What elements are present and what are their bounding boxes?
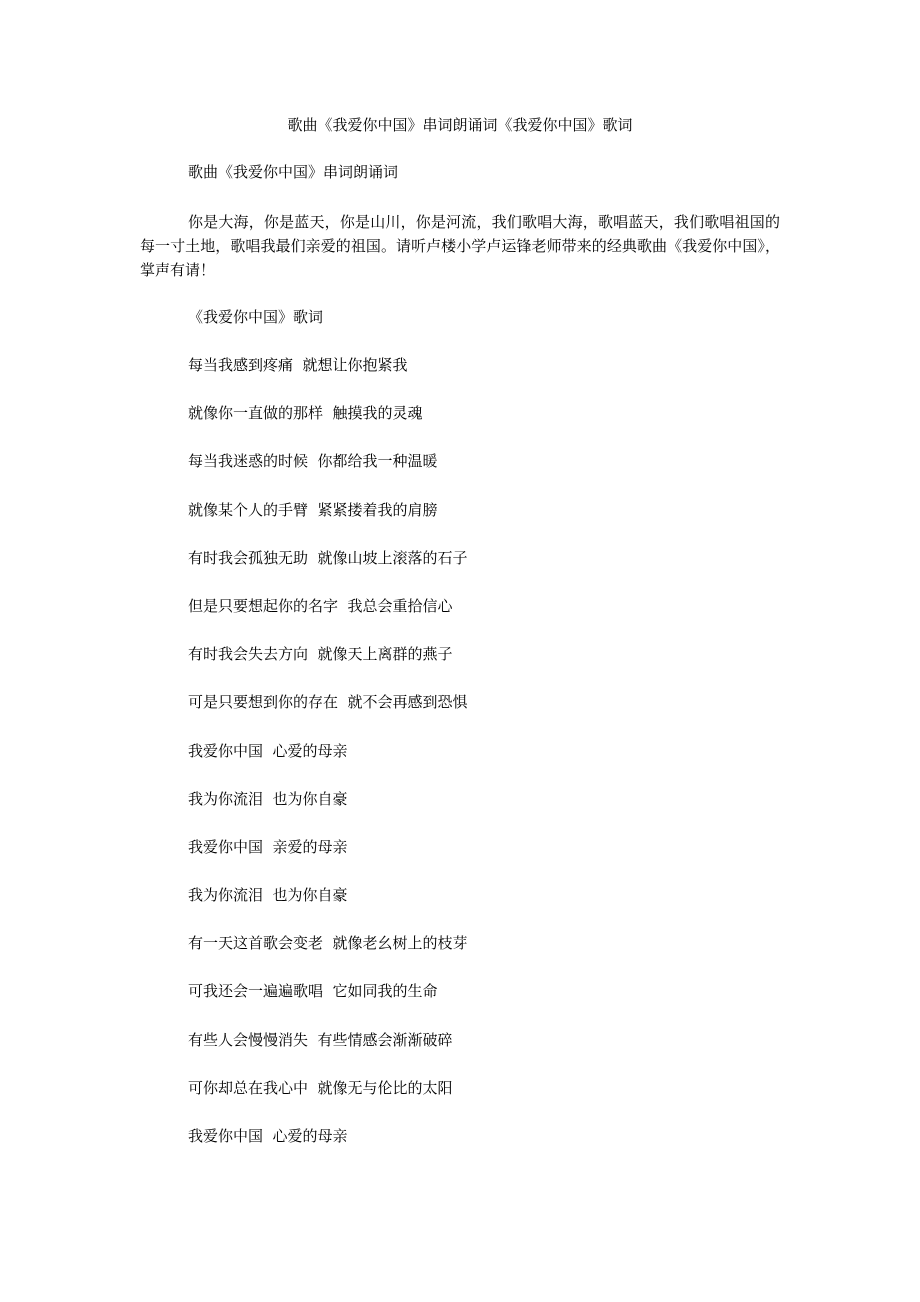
lyric-line: 就像你一直做的那样 触摸我的灵魂 bbox=[188, 404, 423, 423]
lyric-line: 有一天这首歌会变老 就像老幺树上的枝芽 bbox=[188, 934, 468, 953]
lyric-line: 我爱你中国 心爱的母亲 bbox=[188, 1127, 348, 1145]
lyrics-heading: 《我爱你中国》歌词 bbox=[188, 308, 324, 326]
lyric-line: 有时我会失去方向 就像天上离群的燕子 bbox=[188, 645, 453, 664]
document-title: 歌曲《我爱你中国》串词朗诵词《我爱你中国》歌词 bbox=[287, 116, 633, 134]
lyric-line: 可你却总在我心中 就像无与伦比的太阳 bbox=[188, 1078, 453, 1097]
lyric-line: 就像某个人的手臂 紧紧搂着我的肩膀 bbox=[188, 500, 438, 519]
lyric-line: 有些人会慢慢消失 有些情感会渐渐破碎 bbox=[188, 1030, 453, 1049]
lyric-line: 每当我迷惑的时候 你都给我一种温暖 bbox=[188, 452, 438, 471]
intro-paragraph: 你是大海，你是蓝天，你是山川，你是河流，我们歌唱大海，歌唱蓝天，我们歌唱祖国的每一寸土地，歌唱我最们亲爱的祖国。请听卢楼小学卢运锋老师带来的经典歌曲《我爱你中国》，掌声有请！ bbox=[140, 213, 780, 279]
lyric-line: 我为你流泪 也为你自豪 bbox=[188, 886, 348, 905]
lyric-line: 我为你流泪 也为你自豪 bbox=[188, 789, 348, 808]
lyric-line: 我爱你中国 心爱的母亲 bbox=[188, 741, 348, 760]
lyric-line: 我爱你中国 亲爱的母亲 bbox=[188, 837, 348, 856]
lyric-line: 每当我感到疼痛 就想让你抱紧我 bbox=[188, 356, 408, 374]
lyrics-list bbox=[188, 356, 468, 1175]
lyric-line: 可是只要想到你的存在 就不会再感到恐惧 bbox=[188, 693, 468, 712]
lyric-line: 但是只要想起你的名字 我总会重拾信心 bbox=[188, 596, 453, 615]
lyric-line: 有时我会孤独无助 就像山坡上滚落的石子 bbox=[188, 548, 468, 567]
lyric-line: 可我还会一遍遍歌唱 它如同我的生命 bbox=[188, 982, 438, 1001]
section-subtitle: 歌曲《我爱你中国》串词朗诵词 bbox=[188, 163, 399, 181]
